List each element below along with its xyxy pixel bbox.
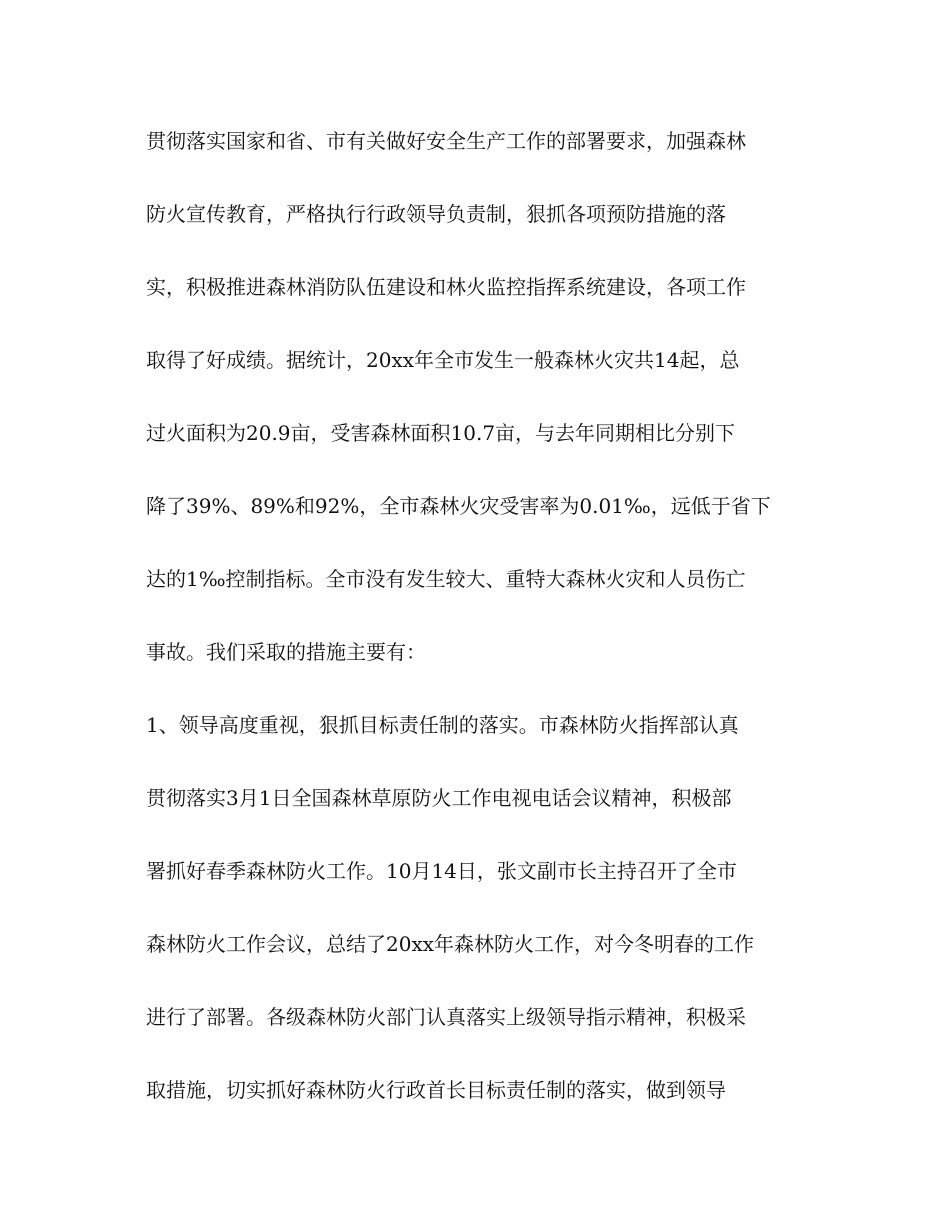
text-line: 取得了好成绩。据统计，20xx年全市发生一般森林火灾共14起，总 xyxy=(146,348,740,372)
text-line: 取措施，切实抓好森林防火行政首长目标责任制的落实，做到领导 xyxy=(146,1078,726,1102)
text-line: 森林防火工作会议，总结了20xx年森林防火工作，对今冬明春的工作 xyxy=(146,932,755,956)
text-line: 防火宣传教育，严格执行行政领导负责制，狠抓各项预防措施的落 xyxy=(146,202,726,226)
text-line: 达的1‰控制指标。全市没有发生较大、重特大森林火灾和人员伤亡 xyxy=(146,567,746,591)
text-line: 事故。我们采取的措施主要有： xyxy=(146,640,426,664)
text-line: 降了39%、89%和92%，全市森林火灾受害率为0.01‰，远低于省下 xyxy=(146,494,771,518)
text-line: 1、领导高度重视，狠抓目标责任制的落实。市森林防火指挥部认真 xyxy=(146,713,739,737)
text-line: 贯彻落实国家和省、市有关做好安全生产工作的部署要求，加强森林 xyxy=(146,129,746,153)
text-line: 进行了部署。各级森林防火部门认真落实上级领导指示精神，积极采 xyxy=(146,1005,746,1029)
text-line: 实，积极推进森林消防队伍建设和林火监控指挥系统建设，各项工作 xyxy=(146,275,746,299)
text-line: 署抓好春季森林防火工作。10月14日，张文副市长主持召开了全市 xyxy=(146,859,737,883)
text-line: 贯彻落实3月1日全国森林草原防火工作电视电话会议精神，积极部 xyxy=(146,786,732,810)
document-body xyxy=(146,121,816,1143)
text-line: 过火面积为20.9亩，受害森林面积10.7亩，与去年同期相比分别下 xyxy=(146,421,736,445)
